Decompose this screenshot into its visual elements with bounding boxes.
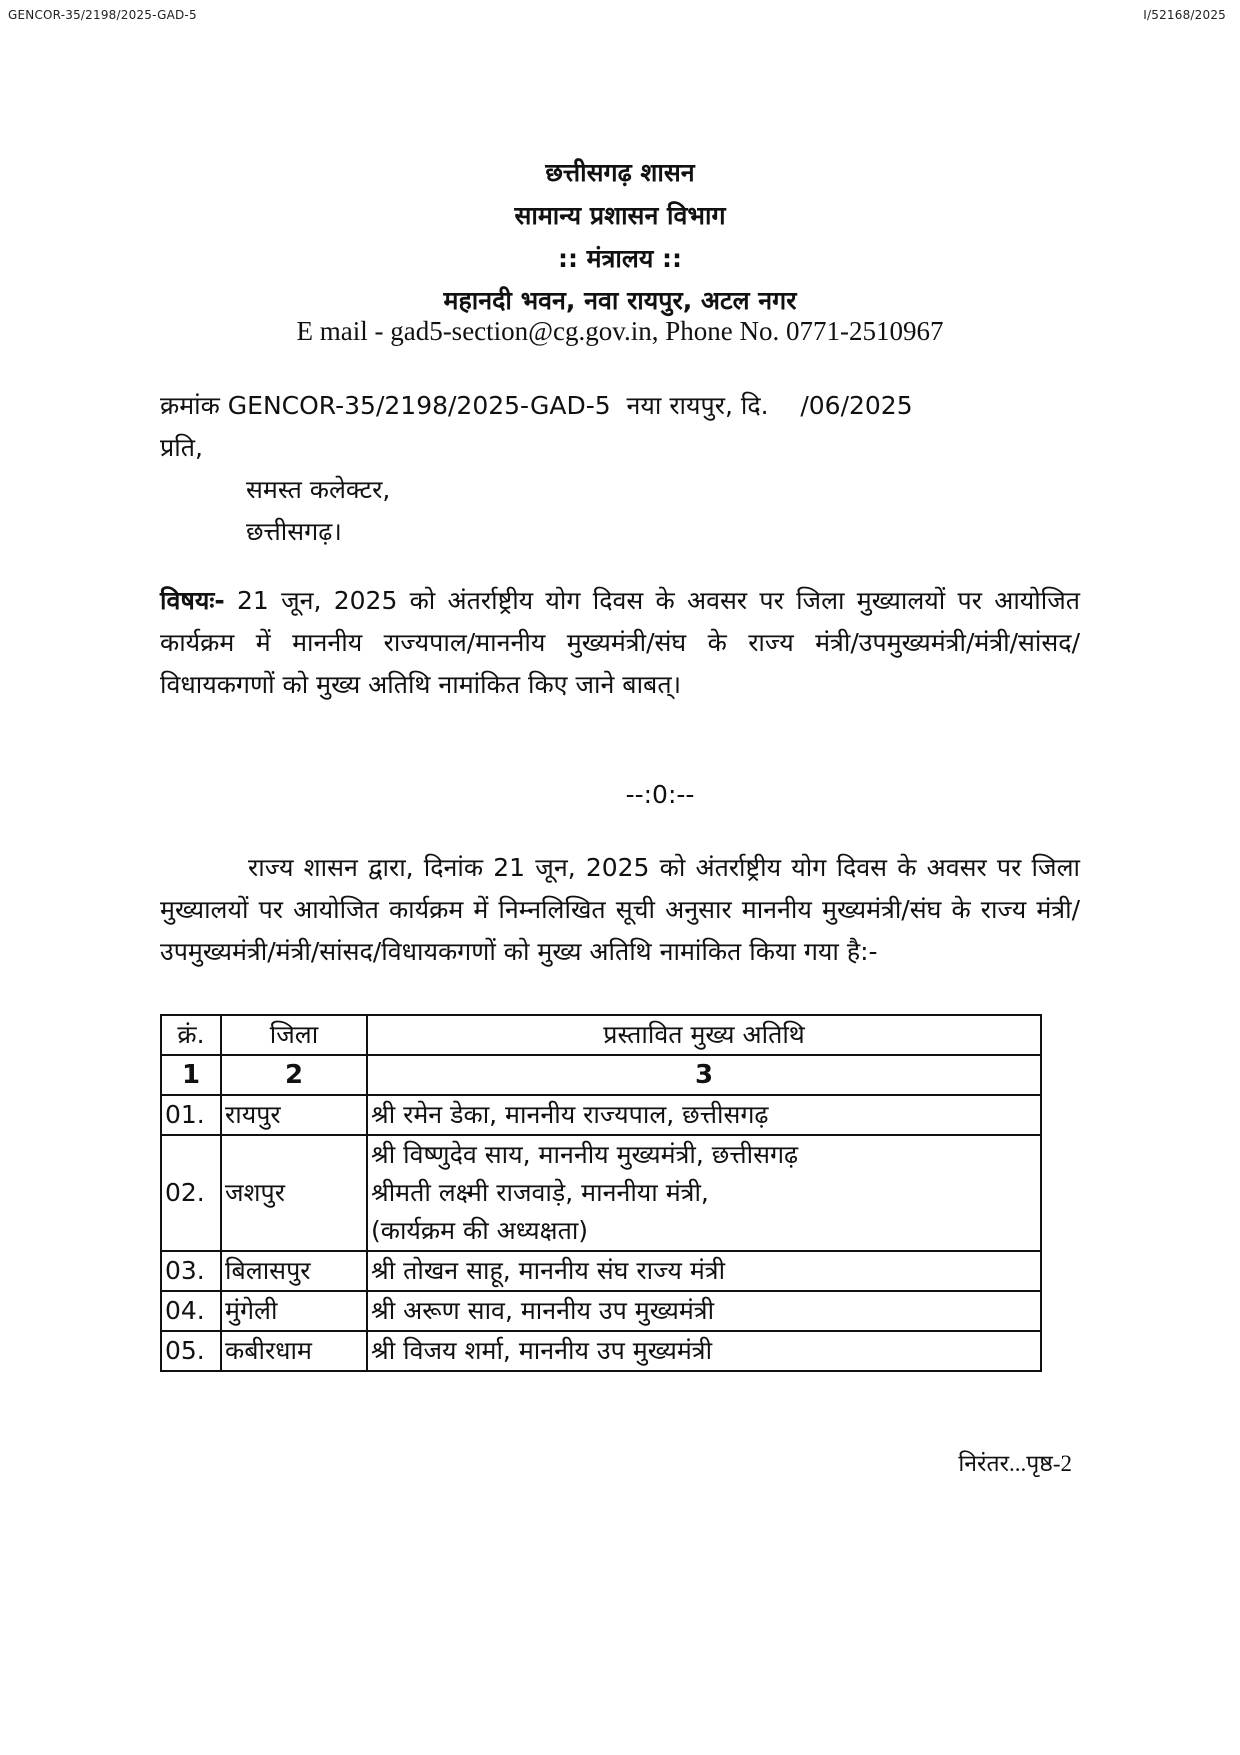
header-ministry: :: मंत्रालय ::: [557, 244, 683, 273]
district-cell: मुंगेली: [221, 1291, 367, 1331]
header-government: छत्तीसगढ़ शासन: [545, 158, 695, 187]
column-number: 3: [367, 1055, 1041, 1095]
table-row: [161, 1135, 1041, 1251]
guest-cell: श्री तोखन साहू, माननीय संघ राज्य मंत्री: [367, 1251, 1041, 1291]
table-row: [161, 1095, 1041, 1135]
serial-cell: 02.: [161, 1135, 221, 1251]
guest-cell: [367, 1135, 1041, 1251]
header-department: सामान्य प्रशासन विभाग: [514, 201, 726, 230]
top-left-reference: GENCOR-35/2198/2025-GAD-5: [8, 8, 197, 22]
body-paragraph: राज्य शासन द्वारा, दिनांक 21 जून, 2025 को अंतर्राष्ट्रीय योग दिवस के अवसर पर जिला मुख्यालयों पर आयोजित कार्यक्रम में निम्नलिखित सूची अनुसार माननीय मुख्यमंत्री/संघ के राज्य मंत्री/उपमुख्यमंत्री/मंत्री/सांसद/विधायकगणों को मुख्य अतिथि नामांकित किया गया है:-: [160, 853, 1080, 966]
guest-line: श्रीमती लक्ष्मी राजवाड़े, माननीया मंत्री,: [371, 1178, 709, 1207]
serial-cell: 01.: [161, 1095, 221, 1135]
header-email-phone: E mail - gad5-section@cg.gov.in, Phone No. 0771-2510967: [296, 316, 944, 346]
guest-cell: श्री अरूण साव, माननीय उप मुख्यमंत्री: [367, 1291, 1041, 1331]
top-right-reference: I/52168/2025: [1143, 8, 1226, 22]
district-cell: रायपुर: [221, 1095, 367, 1135]
guest-line: (कार्यक्रम की अध्यक्षता): [371, 1216, 589, 1245]
header-serial: क्रं.: [161, 1015, 221, 1055]
guest-cell: श्री रमेन डेका, माननीय राज्यपाल, छत्तीसगढ़: [367, 1095, 1041, 1135]
header-district: जिला: [221, 1015, 367, 1055]
chief-guest-table: [160, 1014, 1042, 1372]
serial-cell: 05.: [161, 1331, 221, 1371]
continued-next-page: निरंतर...पृष्ठ-2: [958, 1451, 1072, 1476]
column-number: 1: [161, 1055, 221, 1095]
guest-line: श्री विष्णुदेव साय, माननीय मुख्यमंत्री, छत्तीसगढ़: [371, 1140, 799, 1169]
district-cell: कबीरधाम: [221, 1331, 367, 1371]
header-chief-guest: प्रस्तावित मुख्य अतिथि: [367, 1015, 1041, 1055]
serial-cell: 03.: [161, 1251, 221, 1291]
addressee-line-1: समस्त कलेक्टर,: [246, 475, 391, 504]
table-row: [161, 1251, 1041, 1291]
header-address: महानदी भवन, नवा रायपुर, अटल नगर: [443, 286, 797, 315]
table-column-number-row: [161, 1055, 1041, 1095]
subject-text: 21 जून, 2025 को अंतर्राष्ट्रीय योग दिवस के अवसर पर जिला मुख्यालयों पर आयोजित कार्यक्रम में माननीय राज्यपाल/माननीय मुख्यमंत्री/संघ के राज्य मंत्री/उपमुख्यमंत्री/मंत्री/सांसद/विधायकगणों को मुख्य अतिथि नामांकित किए जाने बाबत्।: [160, 586, 1080, 699]
district-cell: जशपुर: [221, 1135, 367, 1251]
addressee-line-2: छत्तीसगढ़।: [246, 517, 342, 546]
district-cell: बिलासपुर: [221, 1251, 367, 1291]
table-header-row: [161, 1015, 1041, 1055]
guest-cell: श्री विजय शर्मा, माननीय उप मुख्यमंत्री: [367, 1331, 1041, 1371]
prati-label: प्रति,: [160, 433, 203, 462]
table-row: [161, 1331, 1041, 1371]
subject-label: विषयः-: [160, 586, 225, 615]
column-number: 2: [221, 1055, 367, 1095]
reference-number-line: क्रमांक GENCOR-35/2198/2025-GAD-5 नया रायपुर, दि. /06/2025: [160, 391, 913, 420]
separator: --:0:--: [625, 780, 695, 809]
serial-cell: 04.: [161, 1291, 221, 1331]
subject-paragraph: [160, 580, 1080, 706]
table-row: [161, 1291, 1041, 1331]
